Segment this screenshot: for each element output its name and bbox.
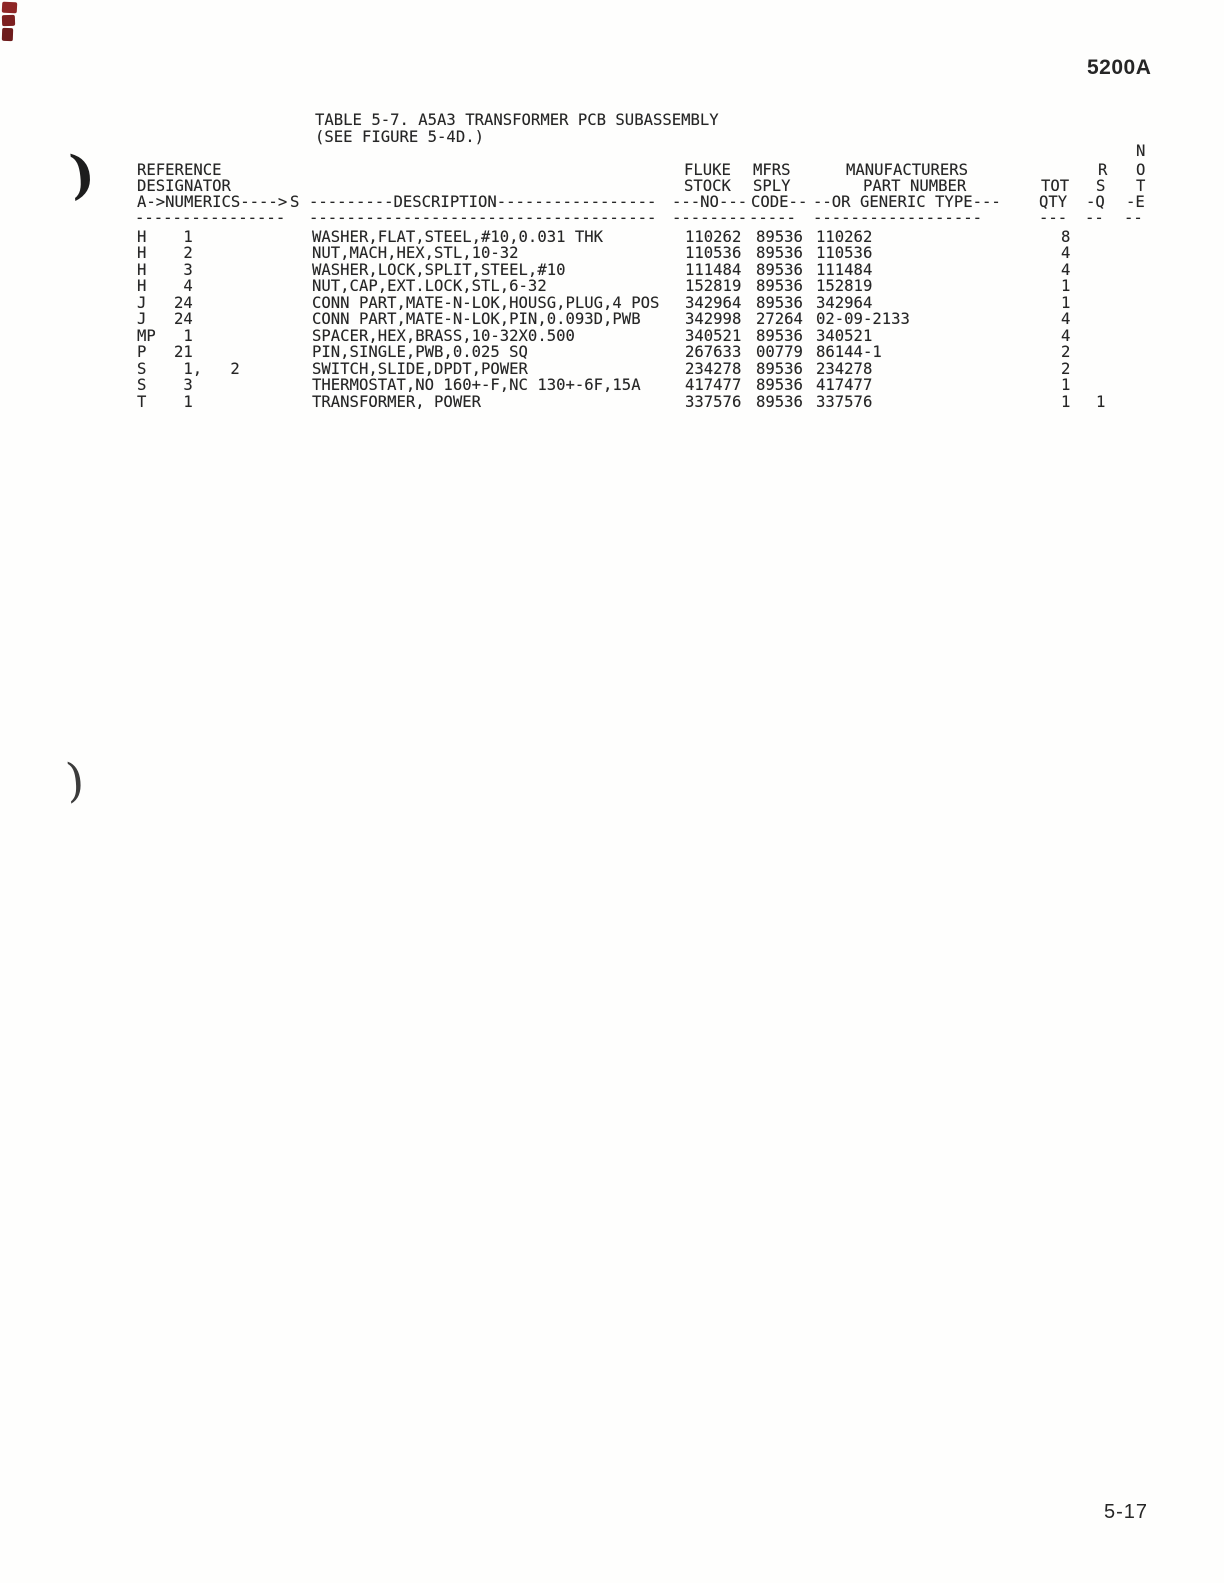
row-2-description: NUT,MACH,HEX,STL,10-32: [312, 244, 519, 263]
col-header-stock: STOCK: [684, 177, 731, 195]
row-10-stock: 417477: [685, 376, 742, 395]
underline-segment: ----------------: [135, 209, 286, 227]
row-10-part: 417477: [816, 376, 873, 395]
underline-segment: -----: [749, 209, 796, 227]
row-3-sply: 89536: [756, 260, 803, 279]
row-4-ref-letter: H: [137, 277, 147, 296]
underline-segment: ------------------: [813, 209, 982, 227]
row-5-description: CONN PART,MATE-N-LOK,HOUSG,PLUG,4 POS: [312, 293, 660, 312]
col-header-note-n: N: [1136, 142, 1146, 160]
row-3-stock: 111484: [685, 260, 742, 279]
row-9-description: SWITCH,SLIDE,DPDT,POWER: [312, 359, 528, 378]
col-header-rsq-q: -Q: [1086, 193, 1105, 211]
col-header-qty: QTY: [1039, 193, 1068, 211]
row-7-description: SPACER,HEX,BRASS,10-32X0.500: [312, 326, 575, 345]
table-title-line1: TABLE 5-7. A5A3 TRANSFORMER PCB SUBASSEMBLY: [315, 111, 719, 129]
col-header-note-e: -E: [1126, 193, 1145, 211]
col-header-reference: REFERENCE: [137, 161, 222, 179]
row-9-ref-num: 1, 2: [174, 359, 240, 378]
row-11-stock: 337576: [685, 392, 742, 411]
row-1-qty: 8: [1061, 228, 1071, 246]
row-3-part: 111484: [816, 260, 873, 279]
row-2-ref-letter: H: [137, 244, 147, 263]
row-8-qty: 2: [1061, 343, 1071, 362]
row-10-ref-num: 3: [174, 376, 193, 395]
row-11-ref-letter: T: [137, 392, 147, 411]
row-4-stock: 152819: [685, 277, 742, 296]
row-8-ref-num: 21: [174, 343, 193, 362]
col-header-code: CODE--: [751, 193, 808, 211]
row-1-part: 110262: [816, 228, 873, 246]
col-header-tot: TOT: [1041, 177, 1070, 195]
col-header-note-o: O: [1136, 161, 1146, 179]
underline-segment: ---: [1039, 209, 1068, 227]
col-header-description: ---------DESCRIPTION-----------------: [309, 193, 657, 211]
row-3-qty: 4: [1061, 260, 1071, 279]
col-header-generic-type: --OR GENERIC TYPE---: [813, 193, 1001, 211]
row-11-rsq: 1: [1096, 392, 1106, 411]
underline-segment: -------------------------------------: [309, 209, 657, 227]
table-title-line2: (SEE FIGURE 5-4D.): [315, 128, 484, 146]
row-6-ref-num: 24: [174, 310, 193, 329]
corner-red-mark: [2, 15, 15, 26]
row-1-ref-letter: H: [137, 228, 147, 246]
row-1-ref-num: 1: [174, 228, 193, 246]
row-6-ref-letter: J: [137, 310, 147, 329]
col-header-rsq-s: S: [1096, 177, 1106, 195]
col-header-designator: DESIGNATOR: [137, 177, 231, 195]
row-6-description: CONN PART,MATE-N-LOK,PIN,0.093D,PWB: [312, 310, 641, 329]
col-header-s: S: [290, 193, 300, 211]
row-2-sply: 89536: [756, 244, 803, 263]
row-9-sply: 89536: [756, 359, 803, 378]
row-6-sply: 27264: [756, 310, 803, 329]
row-11-sply: 89536: [756, 392, 803, 411]
row-6-part: 02-09-2133: [816, 310, 910, 329]
row-3-description: WASHER,LOCK,SPLIT,STEEL,#10: [312, 260, 566, 279]
row-8-ref-letter: P: [137, 343, 147, 362]
row-3-ref-letter: H: [137, 260, 147, 279]
row-9-qty: 2: [1061, 359, 1071, 378]
corner-red-mark: [2, 28, 13, 41]
col-header-note-t: T: [1136, 177, 1146, 195]
row-6-stock: 342998: [685, 310, 742, 329]
row-5-qty: 1: [1061, 293, 1071, 312]
row-5-sply: 89536: [756, 293, 803, 312]
row-9-stock: 234278: [685, 359, 742, 378]
row-5-stock: 342964: [685, 293, 742, 312]
row-2-stock: 110536: [685, 244, 742, 263]
row-10-description: THERMOSTAT,NO 160+-F,NC 130+-6F,15A: [312, 376, 641, 395]
row-5-ref-letter: J: [137, 293, 147, 312]
col-header-rsq-r: R: [1098, 161, 1108, 179]
row-5-ref-num: 24: [174, 293, 193, 312]
row-7-ref-num: 1: [174, 326, 193, 345]
row-10-qty: 1: [1061, 376, 1071, 395]
row-7-sply: 89536: [756, 326, 803, 345]
row-3-ref-num: 3: [174, 260, 193, 279]
row-1-stock: 110262: [685, 228, 742, 246]
row-2-ref-num: 2: [174, 244, 193, 263]
row-1-sply: 89536: [756, 228, 803, 246]
row-10-ref-letter: S: [137, 376, 147, 395]
row-2-qty: 4: [1061, 244, 1071, 263]
row-7-part: 340521: [816, 326, 873, 345]
row-10-sply: 89536: [756, 376, 803, 395]
row-8-part: 86144-1: [816, 343, 882, 362]
row-11-ref-num: 1: [174, 392, 193, 411]
row-8-sply: 00779: [756, 343, 803, 362]
row-4-description: NUT,CAP,EXT.LOCK,STL,6-32: [312, 277, 547, 296]
row-7-qty: 4: [1061, 326, 1071, 345]
row-9-ref-letter: S: [137, 359, 147, 378]
scan-artifact-paren: ): [66, 142, 98, 207]
col-header-part-number: PART NUMBER: [863, 177, 967, 195]
row-7-stock: 340521: [685, 326, 742, 345]
underline-segment: --: [1085, 209, 1104, 227]
row-2-part: 110536: [816, 244, 873, 263]
row-4-qty: 1: [1061, 277, 1071, 296]
row-6-qty: 4: [1061, 310, 1071, 329]
row-5-part: 342964: [816, 293, 873, 312]
row-1-description: WASHER,FLAT,STEEL,#10,0.031 THK: [312, 228, 604, 246]
page-number: 5-17: [1104, 1501, 1149, 1523]
row-9-part: 234278: [816, 359, 873, 378]
col-header-numerics: A->NUMERICS---->: [137, 193, 288, 211]
row-8-stock: 267633: [685, 343, 742, 362]
col-header-sply: SPLY: [753, 177, 791, 195]
row-11-qty: 1: [1061, 392, 1071, 411]
row-4-part: 152819: [816, 277, 873, 296]
scan-artifact-paren: ): [63, 752, 87, 808]
row-8-description: PIN,SINGLE,PWB,0.025 SQ: [312, 343, 528, 362]
doc-code: 5200A: [1087, 56, 1152, 79]
row-11-description: TRANSFORMER, POWER: [312, 392, 481, 411]
underline-segment: --: [1124, 209, 1143, 227]
col-header-no: ---NO---: [672, 193, 748, 211]
corner-red-mark: [2, 2, 18, 14]
row-7-ref-letter: MP: [137, 326, 156, 345]
underline-segment: --------: [672, 209, 748, 227]
col-header-fluke: FLUKE: [684, 161, 731, 179]
col-header-manufacturers: MANUFACTURERS: [846, 161, 969, 179]
row-11-part: 337576: [816, 392, 873, 411]
row-4-sply: 89536: [756, 277, 803, 296]
row-4-ref-num: 4: [174, 277, 193, 296]
col-header-mfrs: MFRS: [753, 161, 791, 179]
